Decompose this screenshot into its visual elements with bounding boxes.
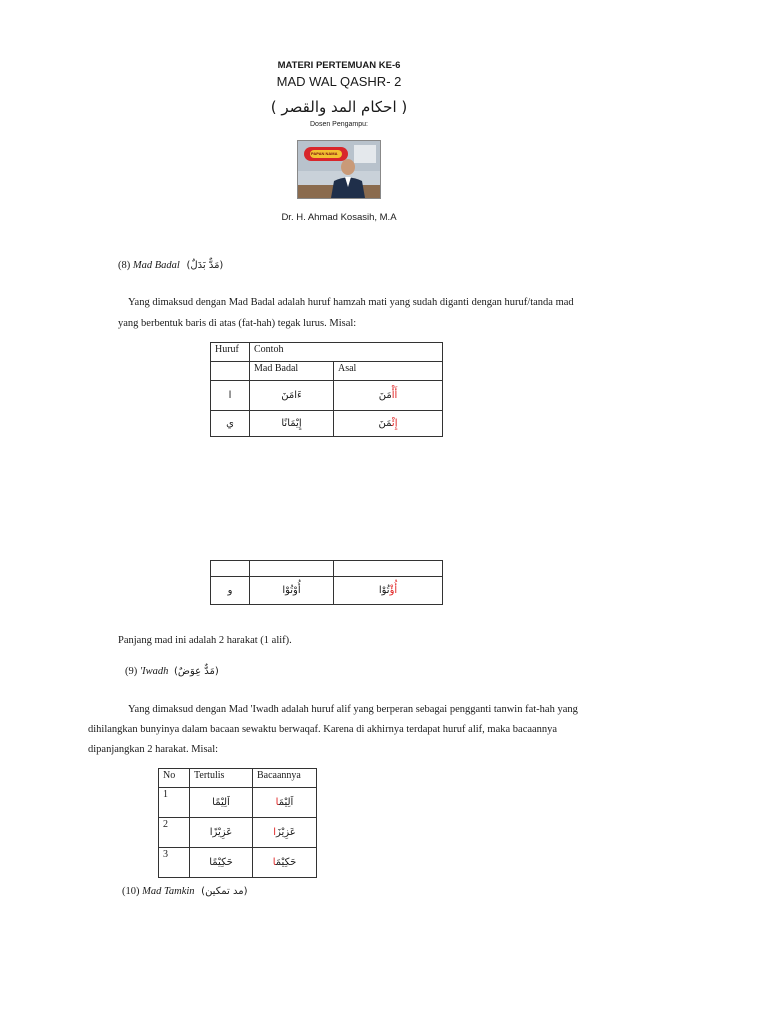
cell-bacaan: [253, 848, 317, 878]
cell-asal-rest: تُوْا: [378, 585, 390, 596]
dosen-label: Dosen Pengampu:: [310, 121, 368, 128]
lecturer-name: Dr. H. Ahmad Kosasih, M.A: [281, 212, 397, 223]
section9-para-line3: dipanjangkan 2 harakat. Misal:: [88, 744, 219, 755]
page-subtitle: MAD WAL QASHR- 2: [276, 74, 402, 89]
table-row: [211, 381, 443, 411]
cell-asal-rest: مَنَ: [378, 390, 392, 401]
cell-asal-red: أَأْ: [391, 390, 398, 401]
section9-para-line2: dihilangkan bunyinya dalam bacaan sewaktu berwaqaf. Karena di akhirnya terdapat huruf alif, maka bacaannya: [88, 724, 558, 735]
section8-title: Mad Badal: [132, 260, 180, 271]
header-no: No: [159, 769, 190, 788]
cell-mad: إِيْمَانًا: [250, 411, 334, 437]
photo-banner-text: PAPAN NAMA: [311, 151, 338, 156]
cell-mad: ءَامَنَ: [250, 381, 334, 411]
cell-huruf: ي: [211, 411, 250, 437]
header-contoh: Contoh: [250, 343, 443, 362]
mad-badal-table: [210, 342, 443, 437]
cell-bacaan-text: حَكِيْمَا: [272, 857, 297, 868]
section9-arabic: (مَدٌّ عِوَضٌ): [174, 666, 219, 677]
cell-no: 2: [159, 818, 190, 848]
section9-para-line1: Yang dimaksud dengan Mad 'Iwadh adalah huruf alif yang berperan sebagai pengganti tanwin fat-hah yang: [128, 704, 578, 715]
cell-tertulis: حَكِيْمًا: [190, 848, 253, 878]
header-mad-badal: Mad Badal: [250, 362, 334, 381]
table-row: [211, 411, 443, 437]
cell-bacaan: [253, 788, 317, 818]
cell-tertulis: عَزِيْزًا: [190, 818, 253, 848]
section8-para-line2: yang berbentuk baris di atas (fat-hah) tegak lurus. Misal:: [118, 318, 357, 329]
cell-bacaan-red: ا: [272, 857, 276, 868]
section9-heading: [125, 662, 219, 682]
mad-badal-table-continued: [210, 560, 443, 605]
section8-heading: [118, 256, 223, 276]
cell-bacaan-red: ا: [275, 797, 279, 808]
table-row: [159, 848, 317, 878]
header-asal: Asal: [334, 362, 443, 381]
table-row: [159, 818, 317, 848]
cell-huruf: و: [211, 577, 250, 605]
section9-number: (9): [125, 666, 138, 677]
cell-asal-rest: مَنَ: [378, 418, 392, 429]
cell-bacaan: [253, 818, 317, 848]
section8-number: (8): [118, 260, 131, 271]
lecturer-photo: [297, 140, 381, 199]
header-huruf: Huruf: [211, 343, 250, 362]
table-header-row: [159, 769, 317, 788]
mad-iwadh-table: [158, 768, 317, 878]
cell-asal-red: أُؤْ: [389, 585, 398, 596]
cell-bacaan-text: اَلِيْمَا: [275, 797, 294, 808]
section10-arabic: (مد تمكين): [201, 886, 248, 897]
header-bacaan: Bacaannya: [253, 769, 317, 788]
cell-no: 3: [159, 848, 190, 878]
section10-heading: [122, 882, 247, 902]
cell-mad: أُوْتُوْا: [250, 577, 334, 605]
section10-number: (10): [122, 886, 140, 897]
table-empty-row: [211, 561, 443, 577]
cell-asal: [334, 411, 443, 437]
lecturer-photo-image: [298, 141, 380, 198]
cell-bacaan-red: ا: [273, 827, 276, 838]
section10-title: Mad Tamkin: [142, 886, 195, 897]
page-title: MATERI PERTEMUAN KE-6: [277, 60, 401, 71]
cell-tertulis: اَلِيْمًا: [190, 788, 253, 818]
header-tertulis: Tertulis: [190, 769, 253, 788]
cell-no: 1: [159, 788, 190, 818]
cell-asal-red: إِئْ: [391, 418, 398, 429]
section9-title: 'Iwadh: [139, 666, 169, 677]
cell-bacaan-text: عَزِيْزَا: [273, 827, 296, 838]
cell-asal: [334, 577, 443, 605]
arabic-title: ( احكام المد والقصر ): [270, 98, 408, 116]
cell-huruf: ا: [211, 381, 250, 411]
table-row: [159, 788, 317, 818]
table-row: [211, 577, 443, 605]
cell-asal: [334, 381, 443, 411]
table-subheader-row: [211, 362, 443, 381]
section8-panjang: Panjang mad ini adalah 2 harakat (1 alif).: [118, 635, 292, 646]
section8-para-line1: Yang dimaksud dengan Mad Badal adalah huruf hamzah mati yang sudah diganti dengan huruf/tanda mad: [128, 297, 574, 308]
table-header-row: [211, 343, 443, 362]
section8-arabic: (مَدٌّ بَدَلٌ): [186, 260, 224, 271]
